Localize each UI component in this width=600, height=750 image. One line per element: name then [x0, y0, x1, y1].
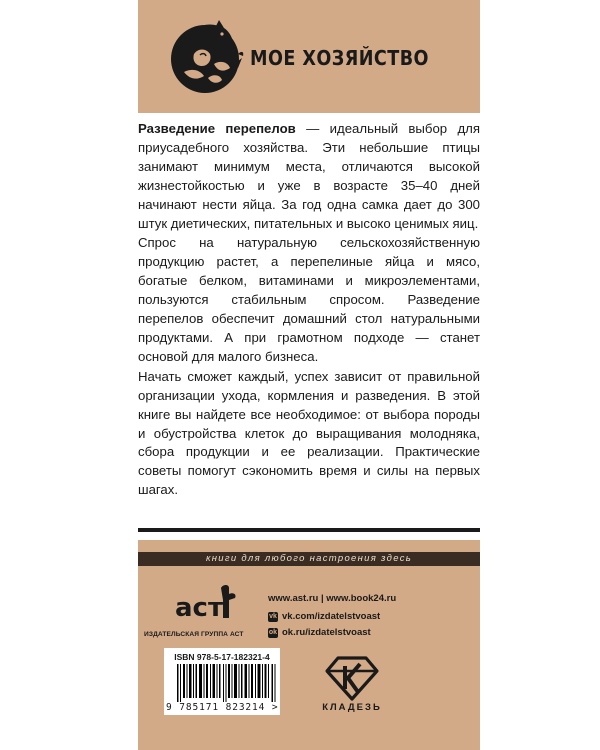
- websites: www.ast.ru | www.book24.ru: [268, 593, 397, 604]
- kladez-diamond-icon: [324, 654, 380, 702]
- farm-emblem-icon: [164, 14, 246, 96]
- lead-bold: Разведение перепелов: [138, 121, 296, 136]
- description-text: [138, 120, 480, 500]
- slogan-strip: книги для любого настроения здесь: [138, 552, 480, 566]
- paragraph-3: Начать сможет каждый, успех зависит от правильной организации ухода, кормления и разведения. В этой книге вы найдете все необходимое: от выбора породы и обустройства клеток до выращивания молодняка, сбора продукции и ее реализации. Практические советы помогут сэкономить время и силы на первых шагах.: [138, 368, 480, 498]
- imprint-name: КЛАДЕЗЬ: [322, 702, 382, 713]
- isbn-barcode-box: [164, 648, 280, 715]
- ok-link: [268, 627, 371, 638]
- footer-band: [138, 540, 480, 750]
- lead-rest: — идеальный выбор для приусадебного хозяйства. Эти небольшие птицы занимают минимум места, отличаются высокой жизнестойкостью и уже в возрасте 35–40 дней начинают нести яйца. За год одна самка дает до 300 штук диетических, питательных и высоко ценимых яиц.: [138, 121, 480, 231]
- vk-icon: vk: [269, 612, 277, 620]
- header-band: [138, 0, 480, 113]
- ok-icon: ok: [268, 628, 278, 636]
- series-title: МОЕ ХОЗЯЙСТВО: [250, 46, 429, 70]
- ok-text: ok.ru/izdatelstvoast: [282, 627, 371, 638]
- divider-rule: [138, 528, 480, 532]
- paragraph-2: Спрос на натуральную сельскохозяйственную продукцию растет, а перепелиные яйца и мясо, богатые белком, витаминами и микроэлементами, пользуются стабильным спросом. Разведение перепелов обеспечит домашний стол натуральными продуктами. А при грамотном подходе — станет основой для малого бизнеса.: [138, 235, 480, 364]
- barcode-icon: [177, 664, 277, 702]
- vk-text: vk.com/izdatelstvoast: [282, 611, 381, 622]
- isbn-label: ISBN 978-5-17-182321-4: [174, 652, 270, 662]
- publisher-caption: ИЗДАТЕЛЬСКАЯ ГРУППА АСТ: [144, 631, 244, 638]
- ast-logo-text: аст: [175, 593, 224, 622]
- barcode-digits: 9 785171 823214 >: [166, 702, 279, 713]
- ast-logo-icon: [171, 582, 241, 622]
- paragraph-1: [138, 120, 480, 233]
- book-back-cover: [138, 0, 480, 750]
- vk-link: [268, 611, 380, 622]
